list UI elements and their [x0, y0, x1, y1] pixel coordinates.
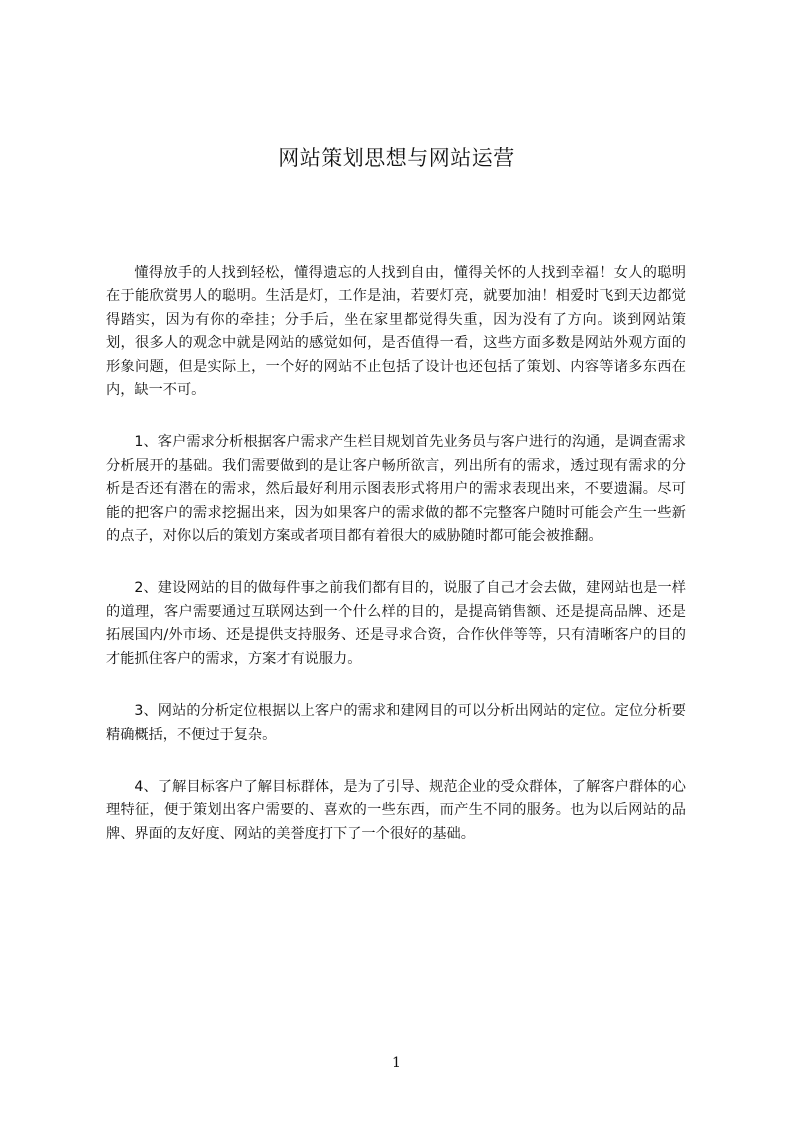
paragraph-site-positioning: 3、网站的分析定位根据以上客户的需求和建网目的可以分析出网站的定位。定位分析要精确概括，不便过于复杂。 — [106, 703, 686, 743]
paragraph-site-purpose: 2、建设网站的目的做每件事之前我们都有目的，说服了自己才会去做，建网站也是一样的道理，客户需要通过互联网达到一个什么样的目的，是提高销售额、还是提高品牌、还是拓展国内/外市场、还是提供支持服务、还是寻求合资，合作伙伴等等，只有清晰客户的目的才能抓住客户的需求，方案才有说服力。 — [106, 580, 686, 667]
paragraph-customer-needs: 1、客户需求分析根据客户需求产生栏目规划首先业务员与客户进行的沟通，是调查需求分析展开的基础。我们需要做到的是让客户畅所欲言，列出所有的需求，透过现有需求的分析是否还有潜在的需求，然后最好利用示图表形式将用户的需求表现出来，不要遗漏。尽可能的把客户的需求挖掘出来，因为如果客户的需求做的都不完整客户随时可能会产生一些新的点子，对你以后的策划方案或者项目都有着很大的威胁随时都可能会被推翻。 — [106, 434, 686, 545]
page-number: 1 — [392, 1055, 401, 1071]
paragraph-intro: 懂得放手的人找到轻松，懂得遗忘的人找到自由，懂得关怀的人找到幸福！女人的聪明在于能欣赏男人的聪明。生活是灯，工作是油，若要灯亮，就要加油！相爱时飞到天边都觉得踏实，因为有你的牵挂；分手后，坐在家里都觉得失重，因为没有了方向。谈到网站策划，很多人的观念中就是网站的感觉如何，是否值得一看，这些方面多数是网站外观方面的形象问题，但是实际上，一个好的网站不止包括了设计也还包括了策划、内容等诸多东西在内，缺一不可。 — [106, 265, 686, 399]
paragraph-target-customers: 4、了解目标客户了解目标群体，是为了引导、规范企业的受众群体，了解客户群体的心理特征，便于策划出客户需要的、喜欢的一些东西，而产生不同的服务。也为以后网站的品牌、界面的友好度、网站的美誉度打下了一个很好的基础。 — [106, 778, 686, 842]
document-body — [106, 262, 686, 875]
document-title: 网站策划思想与网站运营 — [278, 146, 515, 170]
